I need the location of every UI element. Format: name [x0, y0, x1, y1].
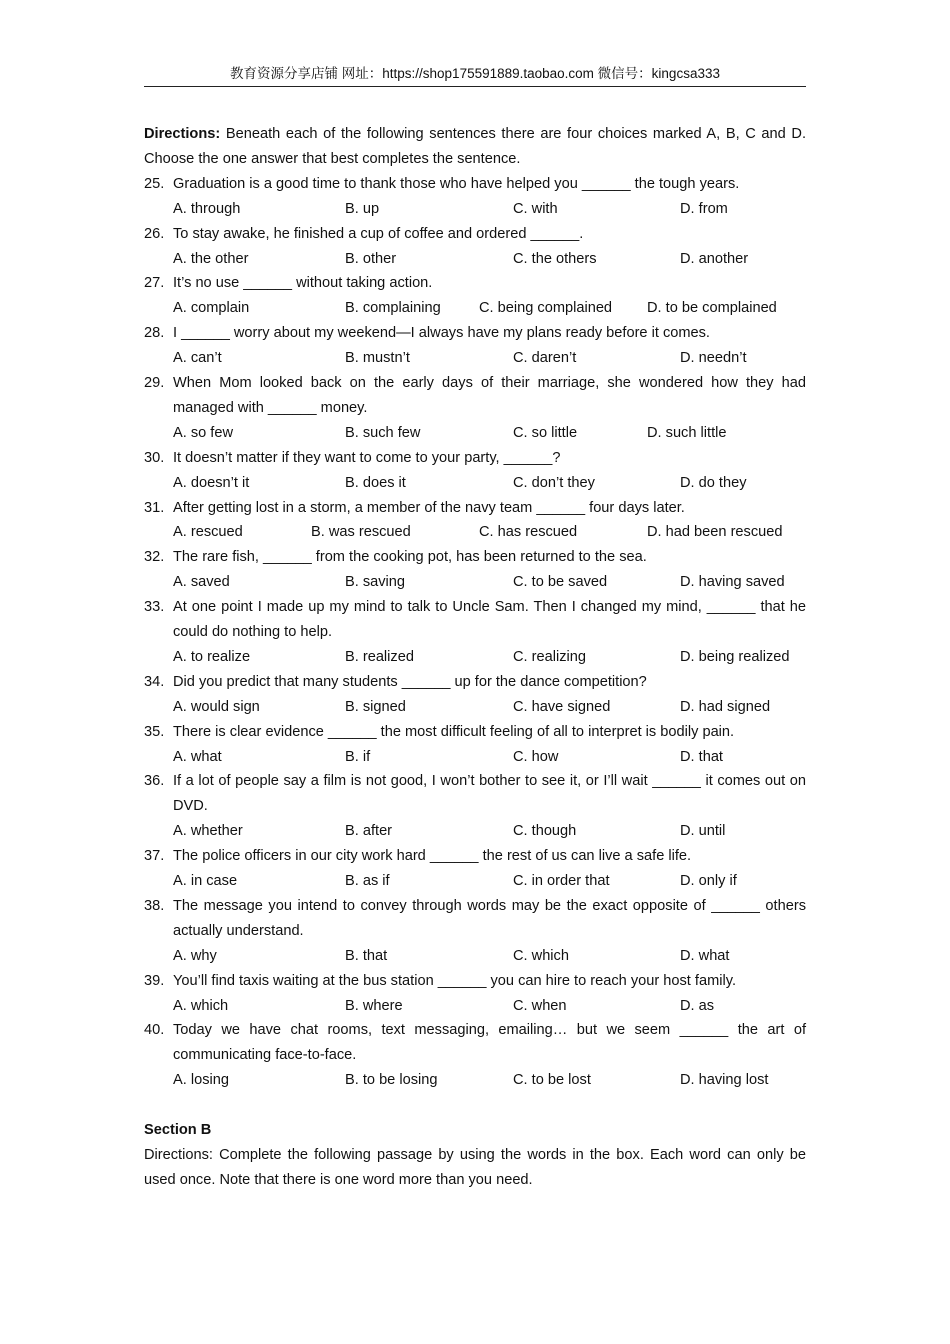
option-c: C. being complained — [479, 300, 613, 317]
question-item — [144, 172, 806, 222]
question-stem — [144, 720, 806, 745]
option-a: A. through — [173, 200, 241, 217]
options-row — [173, 296, 806, 321]
option-d: D. being realized — [680, 648, 790, 665]
option-d: D. another — [680, 250, 749, 267]
question-stem — [144, 545, 806, 570]
question-text: The police officers in our city work hard ______ the rest of us can live a safe life. — [173, 848, 692, 865]
option-c: C. has rescued — [479, 524, 578, 541]
question-stem — [144, 670, 806, 695]
option-b: B. where — [345, 997, 403, 1014]
option-b: B. as if — [345, 873, 390, 889]
question-item — [144, 844, 806, 894]
options-row — [173, 819, 806, 844]
options-row — [173, 520, 806, 545]
question-text: Graduation is a good time to thank those who have helped you ______ the tough years. — [173, 175, 740, 192]
question-stem — [144, 1018, 806, 1068]
question-stem — [144, 595, 806, 645]
question-text: You’ll find taxis waiting at the bus station ______ you can hire to reach your host family. — [173, 972, 736, 989]
question-number: 34. — [144, 673, 165, 690]
question-text: If a lot of people say a film is not good, I won’t bother to see it, or I’ll wait ______ it comes out on DVD. — [173, 773, 806, 815]
option-c: C. so little — [513, 424, 578, 441]
question-number: 28. — [144, 325, 165, 342]
question-text: It’s no use ______ without taking action. — [173, 275, 433, 292]
question-number: 32. — [144, 549, 165, 566]
options-row — [173, 570, 806, 595]
option-b: B. that — [345, 947, 388, 964]
option-c: C. how — [513, 748, 559, 765]
section-b-title-text: Section B — [144, 1122, 212, 1139]
option-c: C. to be saved — [513, 574, 608, 591]
question-stem — [144, 969, 806, 994]
options-row — [173, 695, 806, 720]
question-text: After getting lost in a storm, a member of the navy team ______ four days later. — [173, 499, 685, 516]
question-number: 40. — [144, 1022, 165, 1039]
option-b: B. does it — [345, 474, 406, 491]
options-row — [173, 1068, 806, 1093]
question-number: 25. — [144, 175, 165, 192]
directions — [144, 122, 806, 172]
question-item — [144, 496, 806, 546]
question-item — [144, 446, 806, 496]
question-item — [144, 969, 806, 1019]
option-b: B. complaining — [345, 300, 441, 317]
question-number: 26. — [144, 225, 165, 242]
page-header: 教育资源分享店铺 网址：https://shop175591889.taobao.com 微信号：kingcsa333 — [144, 64, 806, 87]
question-text: The message you intend to convey through words may be the exact opposite of ______ others actually understand. — [173, 897, 806, 939]
option-d: D. until — [680, 823, 726, 840]
question-text: The rare fish, ______ from the cooking pot, has been returned to the sea. — [173, 549, 647, 566]
option-a: A. complain — [173, 300, 250, 317]
directions-label: Directions: — [144, 126, 221, 142]
option-a: A. what — [173, 748, 222, 765]
section-b-title — [144, 1118, 806, 1143]
option-a: A. doesn’t it — [173, 474, 250, 491]
options-row — [173, 471, 806, 496]
question-item — [144, 769, 806, 844]
option-c: C. to be lost — [513, 1072, 591, 1089]
exam-content — [144, 122, 806, 1193]
option-d: D. as — [680, 997, 715, 1014]
option-c: C. which — [513, 947, 569, 964]
directions-text: Beneath each of the following sentences there are four choices marked A, B, C and D. Choose the one answer that best completes the sentence. — [144, 126, 806, 167]
options-row — [173, 994, 806, 1019]
question-text: I ______ worry about my weekend—I always have my plans ready before it comes. — [173, 325, 710, 342]
question-stem — [144, 894, 806, 944]
option-a: A. the other — [173, 250, 249, 267]
question-text: It doesn’t matter if they want to come to your party, ______? — [173, 449, 561, 466]
option-d: D. what — [680, 947, 730, 964]
option-d: D. do they — [680, 474, 747, 491]
option-b: B. if — [345, 748, 371, 765]
option-b: B. was rescued — [311, 524, 411, 541]
option-d: D. needn’t — [680, 350, 747, 367]
question-item — [144, 720, 806, 770]
question-stem — [144, 222, 806, 247]
option-b: B. mustn’t — [345, 350, 410, 367]
section-b-directions: Directions: Complete the following passage by using the words in the box. Each word can only be used once. Note that there is one word more than you need. — [144, 1147, 806, 1188]
question-item — [144, 271, 806, 321]
question-number: 37. — [144, 848, 165, 865]
question-item — [144, 670, 806, 720]
question-text: When Mom looked back on the early days of their marriage, she wondered how they had managed with ______ money. — [173, 375, 806, 416]
option-c: C. when — [513, 997, 567, 1014]
question-text: To stay awake, he finished a cup of coffee and ordered ______. — [173, 225, 584, 242]
question-item — [144, 321, 806, 371]
option-b: B. to be losing — [345, 1072, 438, 1089]
option-a: A. in case — [173, 873, 238, 889]
option-d: D. having saved — [680, 574, 785, 591]
options-row — [173, 944, 806, 969]
question-number: 36. — [144, 773, 165, 790]
option-d: D. such little — [647, 424, 727, 441]
options-row — [173, 247, 806, 272]
question-item — [144, 545, 806, 595]
question-item — [144, 894, 806, 969]
option-c: C. though — [513, 823, 577, 840]
question-stem — [144, 321, 806, 346]
question-stem — [144, 172, 806, 197]
question-stem — [144, 496, 806, 521]
option-b: B. saving — [345, 574, 406, 591]
question-stem — [144, 769, 806, 819]
question-stem — [144, 271, 806, 296]
option-c: C. daren’t — [513, 350, 577, 367]
question-number: 38. — [144, 897, 165, 914]
options-row — [173, 346, 806, 371]
option-c: C. with — [513, 200, 558, 217]
option-d: D. that — [680, 748, 723, 765]
option-a: A. whether — [173, 823, 243, 840]
options-row — [173, 645, 806, 670]
options-row — [173, 869, 806, 894]
question-stem — [144, 446, 806, 471]
option-a: A. why — [173, 947, 217, 964]
options-row — [173, 421, 806, 446]
question-list — [144, 172, 806, 1093]
option-b: B. such few — [345, 424, 421, 441]
question-item — [144, 595, 806, 670]
question-stem — [144, 844, 806, 869]
option-a: A. can’t — [173, 350, 222, 367]
question-number: 31. — [144, 499, 165, 516]
question-text: At one point I made up my mind to talk to Uncle Sam. Then I changed my mind, ______ that he could do nothing to help. — [173, 599, 806, 640]
option-d: D. having lost — [680, 1072, 769, 1089]
option-d: D. from — [680, 200, 728, 217]
question-number: 33. — [144, 599, 165, 616]
option-c: C. have signed — [513, 698, 611, 715]
question-number: 27. — [144, 275, 165, 292]
question-text: Today we have chat rooms, text messaging, emailing… but we seem ______ the art of communicating face-to-face. — [173, 1022, 806, 1064]
option-a: A. would sign — [173, 698, 260, 715]
option-d: D. had been rescued — [647, 524, 783, 541]
option-b: B. up — [345, 200, 380, 217]
question-item — [144, 371, 806, 446]
question-item — [144, 222, 806, 272]
option-d: D. only if — [680, 873, 737, 889]
question-number: 39. — [144, 972, 165, 989]
option-b: B. signed — [345, 698, 406, 715]
option-d: D. had signed — [680, 698, 771, 715]
options-row — [173, 197, 806, 222]
option-a: A. saved — [173, 574, 230, 591]
question-stem — [144, 371, 806, 421]
option-d: D. to be complained — [647, 300, 777, 317]
option-b: B. after — [345, 823, 393, 840]
option-a: A. which — [173, 997, 229, 1014]
option-a: A. so few — [173, 424, 234, 441]
option-b: B. realized — [345, 648, 414, 665]
option-a: A. losing — [173, 1072, 229, 1089]
question-item — [144, 1018, 806, 1093]
question-text: Did you predict that many students ______ up for the dance competition? — [173, 673, 647, 690]
option-c: C. realizing — [513, 648, 586, 665]
option-b: B. other — [345, 250, 397, 267]
question-number: 29. — [144, 375, 165, 391]
option-c: C. in order that — [513, 873, 610, 889]
option-c: C. the others — [513, 250, 597, 267]
question-number: 35. — [144, 723, 165, 740]
option-a: A. to realize — [173, 648, 251, 665]
question-text: There is clear evidence ______ the most difficult feeling of all to interpret is bodily pain. — [173, 723, 735, 740]
question-number: 30. — [144, 449, 165, 466]
option-c: C. don’t they — [513, 474, 595, 491]
options-row — [173, 745, 806, 770]
option-a: A. rescued — [173, 524, 243, 541]
